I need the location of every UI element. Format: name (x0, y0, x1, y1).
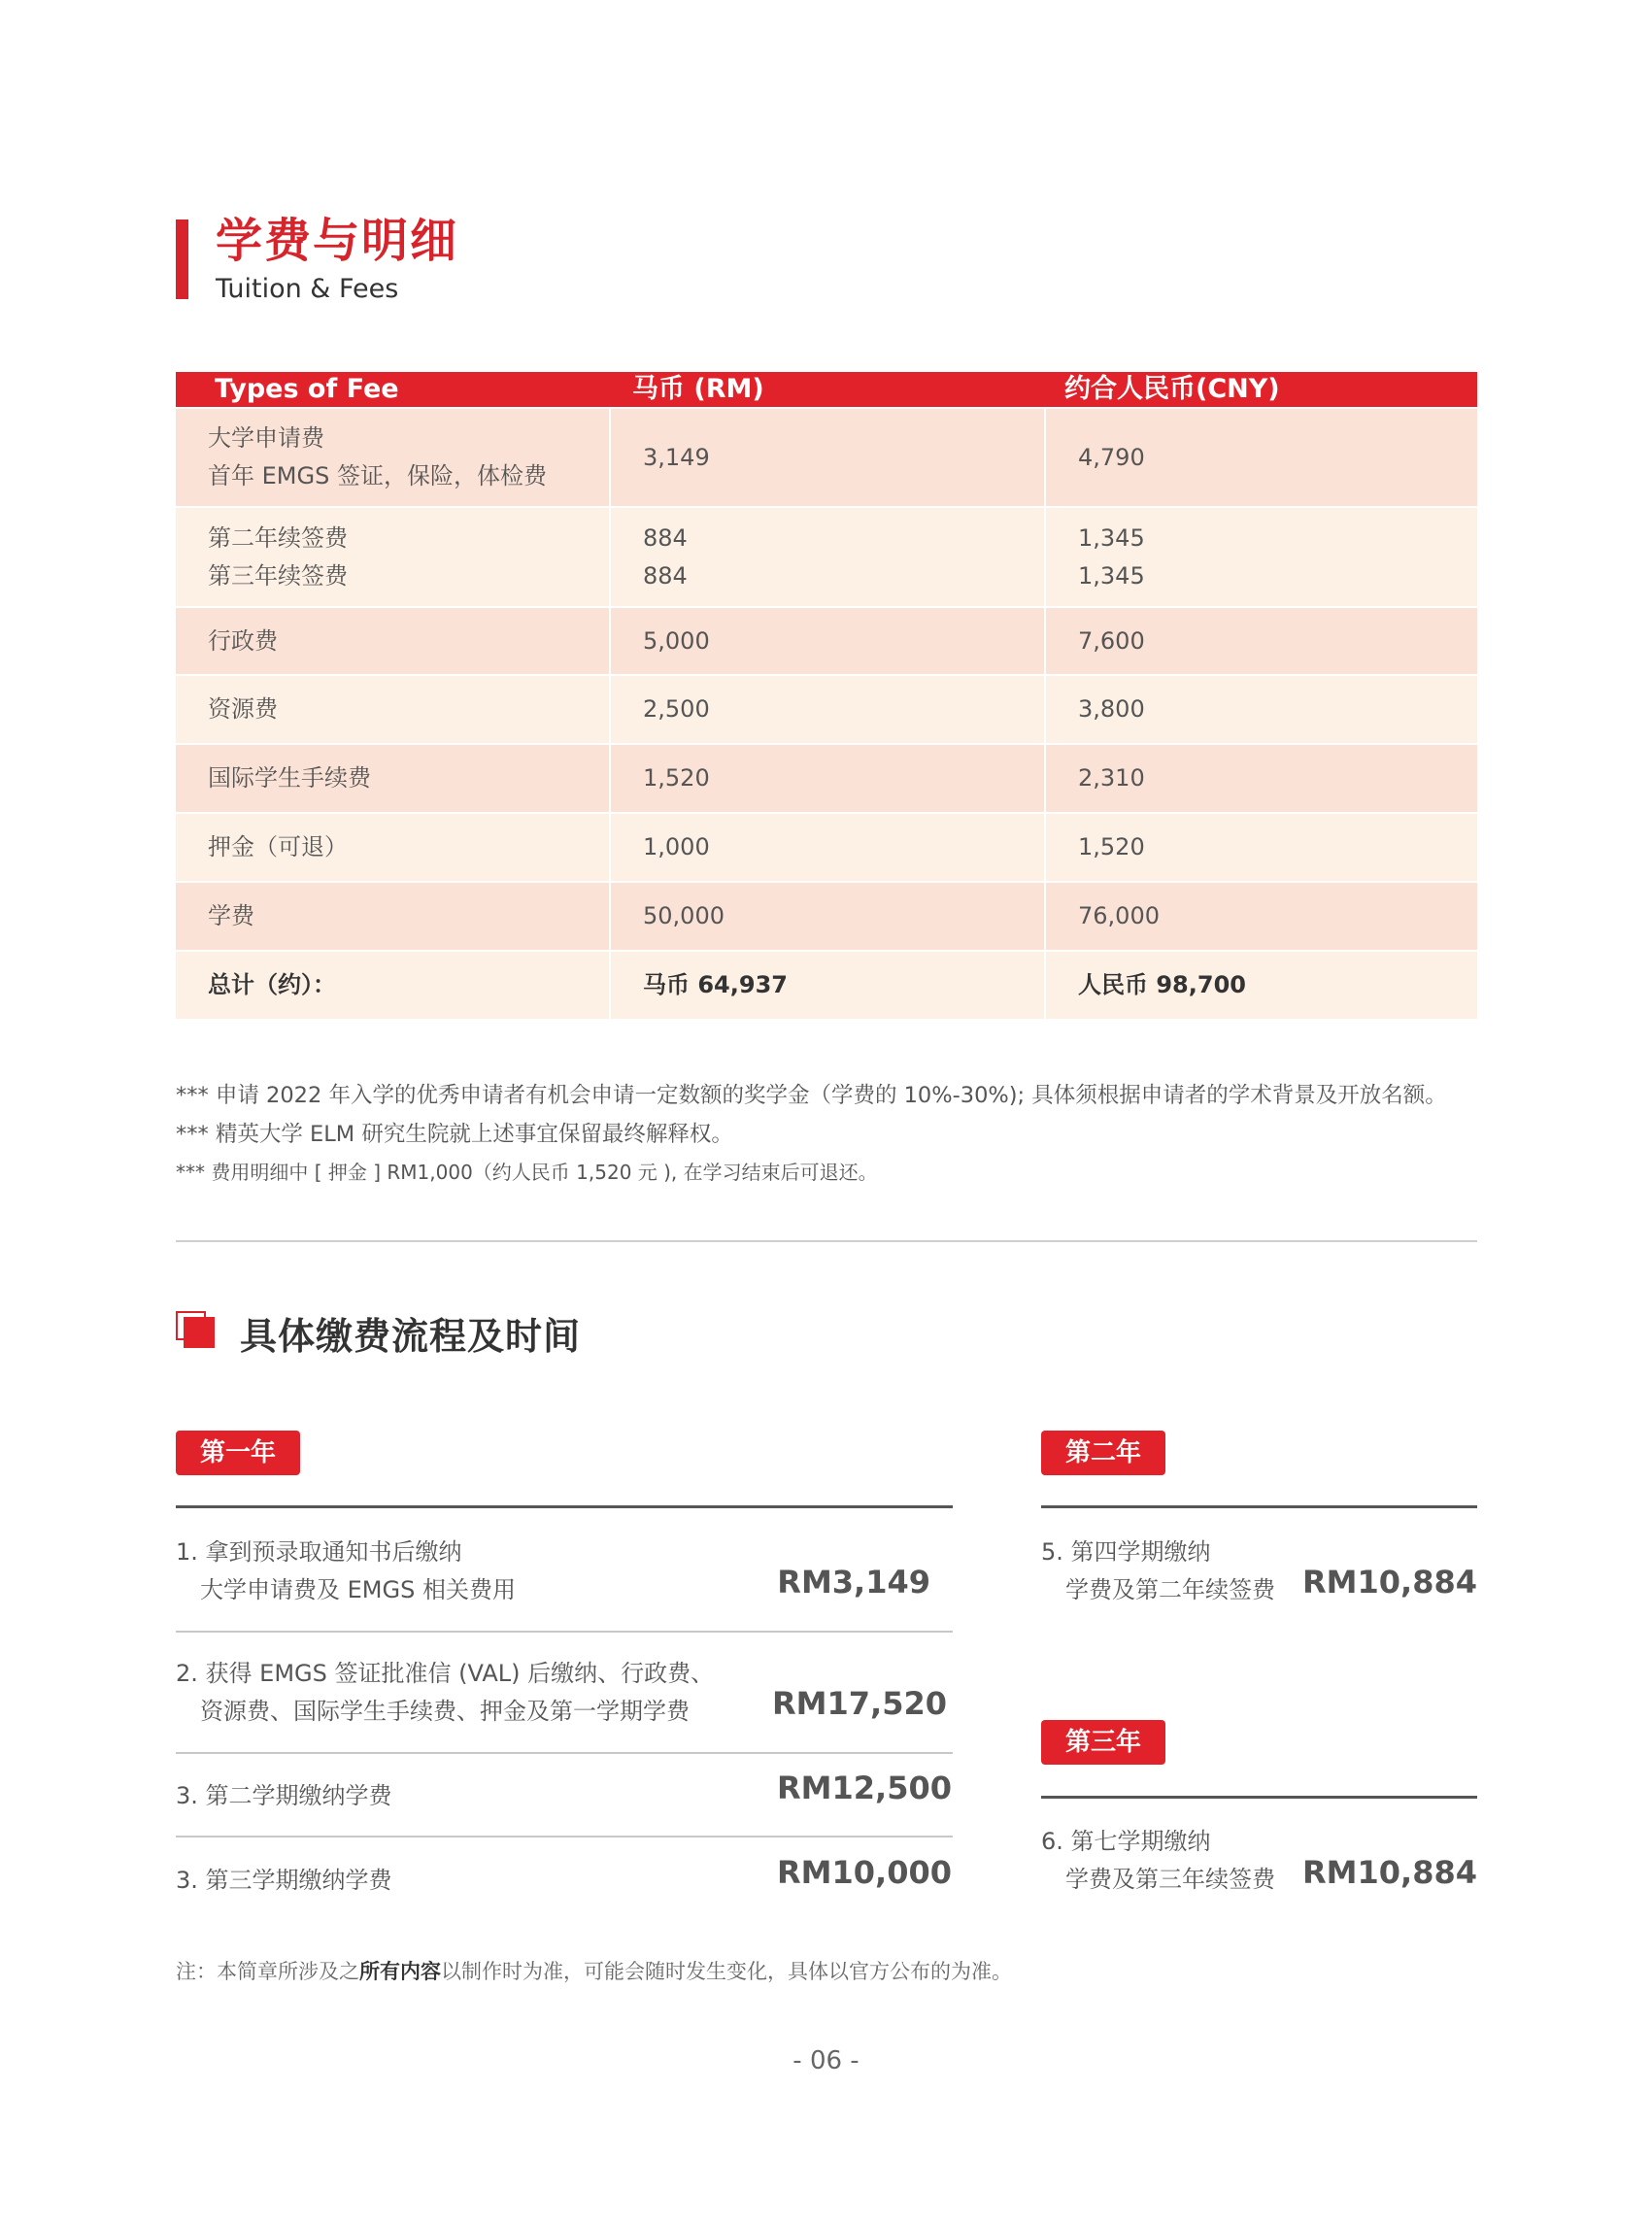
fee-item: 行政费 (208, 626, 278, 655)
divider (176, 1240, 1477, 1242)
year-badge-1: 第一年 (176, 1431, 300, 1475)
fee-cny: 7,600 (1044, 608, 1477, 674)
section-title: 学费与明细 (216, 214, 459, 268)
payment-step: 5. 第四学期缴纳 学费及第二年续签费 (1041, 1538, 1275, 1603)
year-badge-2: 第二年 (1041, 1431, 1165, 1475)
step-divider (176, 1631, 953, 1633)
table-row (176, 407, 1477, 506)
header-cny: 约合人民币(CNY) (1064, 374, 1280, 404)
fee-item: 学费 (208, 902, 254, 929)
table-row (176, 674, 1477, 743)
payment-step: 6. 第七学期缴纳 学费及第三年续签费 (1041, 1828, 1275, 1893)
section-subtitle: Tuition & Fees (216, 274, 399, 304)
footnote: 注：本简章所涉及之所有内容以制作时为准，可能会随时发生变化，具体以官方公布的为准。 (176, 1960, 1012, 1983)
year-divider (1041, 1505, 1477, 1508)
table-row (176, 812, 1477, 881)
fee-rm: 1,520 (609, 745, 1044, 812)
payment-amount: RM17,520 (772, 1685, 947, 1722)
fee-rm: 884 884 (609, 508, 1044, 606)
payment-step: 3. 第二学期缴纳学费 (176, 1782, 392, 1809)
year-divider (176, 1505, 953, 1508)
header-rm: 马币 (RM) (632, 374, 764, 404)
payment-step: 1. 拿到预录取通知书后缴纳 大学申请费及 EMGS 相关费用 (176, 1538, 516, 1603)
fee-cny: 3,800 (1044, 676, 1477, 743)
header-type: Types of Fee (215, 374, 399, 404)
note-deposit: *** 费用明细中 [ 押金 ] RM1,000（约人民币 1,520 元 ), 在学习结束后可退还。 (176, 1161, 878, 1184)
fee-rm: 50,000 (609, 883, 1044, 950)
fee-item: 第二年续签费 第三年续签费 (208, 523, 348, 590)
note-scholarship: *** 申请 2022 年入学的优秀申请者有机会申请一定数额的奖学金（学费的 10%-30%); 具体须根据申请者的学术背景及开放名额。 (176, 1083, 1447, 1108)
year-badge-3: 第三年 (1041, 1720, 1165, 1765)
fee-rm: 3,149 (609, 409, 1044, 506)
fee-cny: 2,310 (1044, 745, 1477, 812)
fee-rm: 5,000 (609, 608, 1044, 674)
payment-amount: RM10,884 (1302, 1854, 1477, 1891)
year-divider (1041, 1796, 1477, 1799)
payment-amount: RM3,149 (777, 1564, 930, 1601)
table-row (176, 743, 1477, 812)
step-divider (176, 1752, 953, 1754)
section-square-icon (176, 1311, 215, 1348)
fee-cny: 76,000 (1044, 883, 1477, 950)
fee-notes (176, 1076, 1497, 1191)
page-number: - 06 - (792, 2046, 860, 2075)
section-title-payment: 具体缴费流程及时间 (240, 1315, 582, 1358)
table-row (176, 606, 1477, 674)
total-cny: 人民币 98,700 (1044, 952, 1477, 1019)
fee-item: 大学申请费 首年 EMGS 签证，保险，体检费 (208, 424, 547, 489)
note-rights: *** 精英大学 ELM 研究生院就上述事宜保留最终解释权。 (176, 1122, 733, 1147)
table-row (176, 881, 1477, 950)
fee-cny: 1,345 1,345 (1044, 508, 1477, 606)
payment-step: 3. 第三学期缴纳学费 (176, 1867, 392, 1894)
fee-cny: 1,520 (1044, 814, 1477, 881)
total-rm: 马币 64,937 (609, 952, 1044, 1019)
table-row (176, 506, 1477, 606)
fee-cny: 4,790 (1044, 409, 1477, 506)
fee-table (176, 372, 1477, 1019)
total-label: 总计（约）： (208, 971, 336, 998)
fee-rm: 1,000 (609, 814, 1044, 881)
fee-rm: 2,500 (609, 676, 1044, 743)
fee-item: 国际学生手续费 (208, 764, 371, 792)
step-divider (176, 1836, 953, 1837)
fee-item: 资源费 (208, 695, 278, 723)
payment-step: 2. 获得 EMGS 签证批准信 (VAL) 后缴纳、行政费、 资源费、国际学生手续费、押金及第一学期学费 (176, 1660, 715, 1725)
fee-item: 押金（可退） (208, 833, 348, 860)
payment-amount: RM10,884 (1302, 1564, 1477, 1601)
payment-amount: RM12,500 (777, 1770, 952, 1806)
payment-amount: RM10,000 (777, 1854, 952, 1891)
section-accent-bar (176, 219, 188, 299)
table-row-total (176, 950, 1477, 1019)
fee-table-header (176, 372, 1477, 407)
